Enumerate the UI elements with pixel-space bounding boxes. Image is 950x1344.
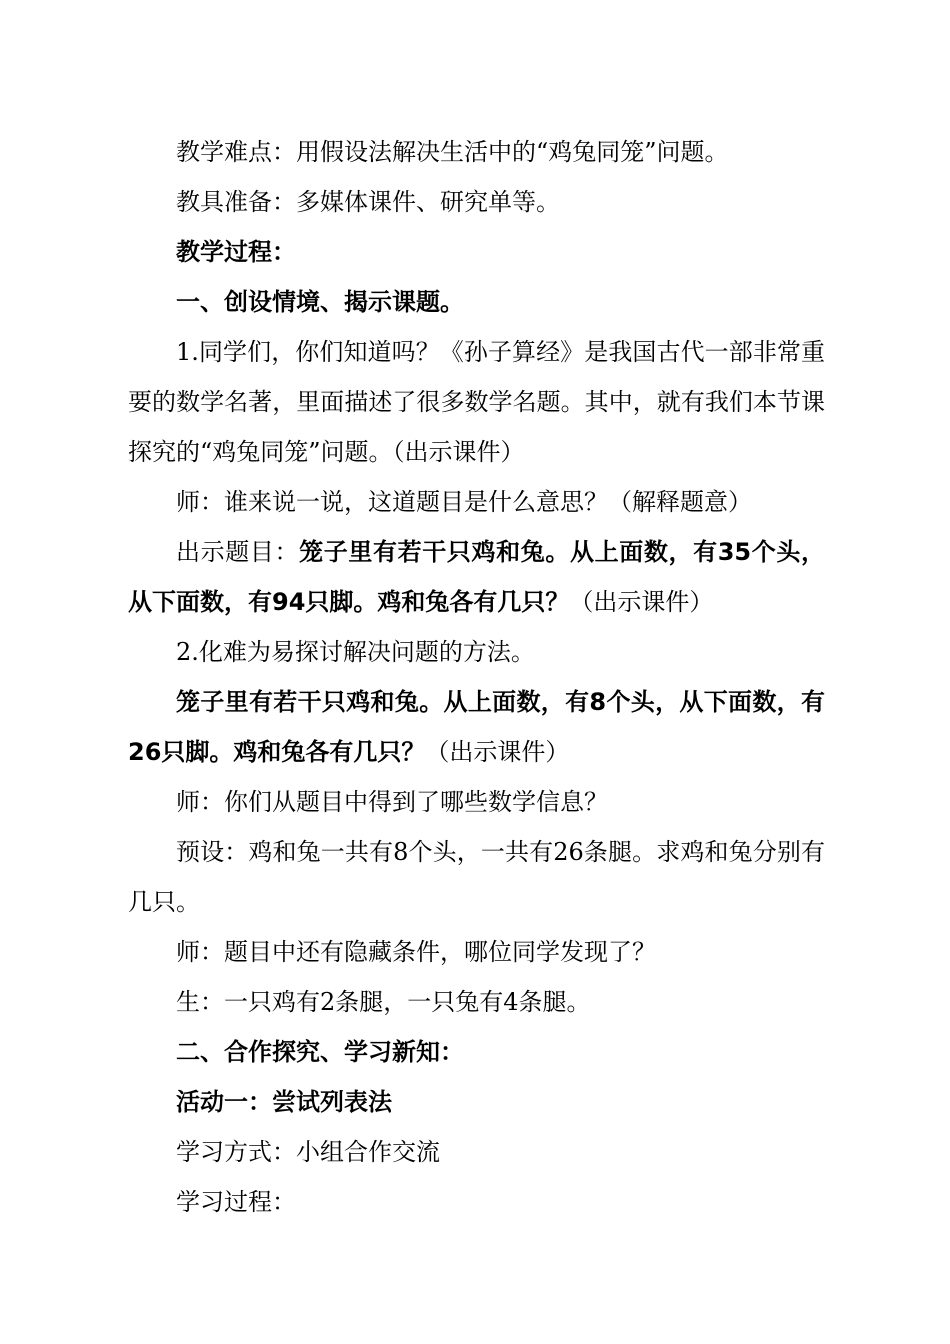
problem-prefix: 出示题目： — [176, 538, 300, 566]
problem-2-text: 笼子里有若干只鸡和兔。从上面数，有8个头，从下面数，有26只脚。鸡和兔各有几只？ — [128, 688, 825, 766]
problem-statement-2 — [128, 677, 825, 777]
teacher-question-3: 师：题目中还有隐藏条件，哪位同学发现了？ — [176, 938, 656, 966]
teaching-difficulty: 教学难点：用假设法解决生活中的“鸡兔同笼”问题。 — [176, 138, 729, 166]
problem-suffix: （出示课件） — [569, 588, 714, 616]
problem-text: 笼子里有若干只鸡和兔。从上面数，有35个头，从下面数，有94只脚。鸡和兔各有几只？ — [128, 538, 825, 616]
paragraph-intro: 1.同学们，你们知道吗？《孙子算经》是我国古代一部非常重要的数学名著，里面描述了很多数学名题。其中，就有我们本节课探究的“鸡兔同笼”问题。（出示课件） — [128, 338, 825, 466]
teaching-process-heading: 教学过程： — [176, 238, 296, 266]
activity-one-heading: 活动一：尝试列表法 — [176, 1088, 392, 1116]
paragraph-method: 2.化难为易探讨解决问题的方法。 — [176, 638, 535, 666]
student-answer-1: 生：一只鸡有2条腿，一只兔有4条腿。 — [176, 988, 591, 1016]
problem-2-suffix: （出示课件） — [425, 738, 570, 766]
study-mode: 学习方式：小组合作交流 — [176, 1138, 440, 1166]
study-process: 学习过程： — [176, 1188, 296, 1216]
teaching-tools: 教具准备：多媒体课件、研究单等。 — [176, 188, 560, 216]
document-body — [128, 127, 825, 1227]
teacher-question-2: 师：你们从题目中得到了哪些数学信息？ — [176, 788, 608, 816]
section-one-heading: 一、创设情境、揭示课题。 — [176, 288, 464, 316]
preset-answer: 预设：鸡和兔一共有8个头，一共有26条腿。求鸡和兔分别有几只。 — [128, 838, 825, 916]
problem-statement — [128, 527, 825, 627]
teacher-question-1: 师：谁来说一说，这道题目是什么意思？（解释题意） — [176, 488, 752, 516]
section-two-heading: 二、合作探究、学习新知： — [176, 1038, 464, 1066]
